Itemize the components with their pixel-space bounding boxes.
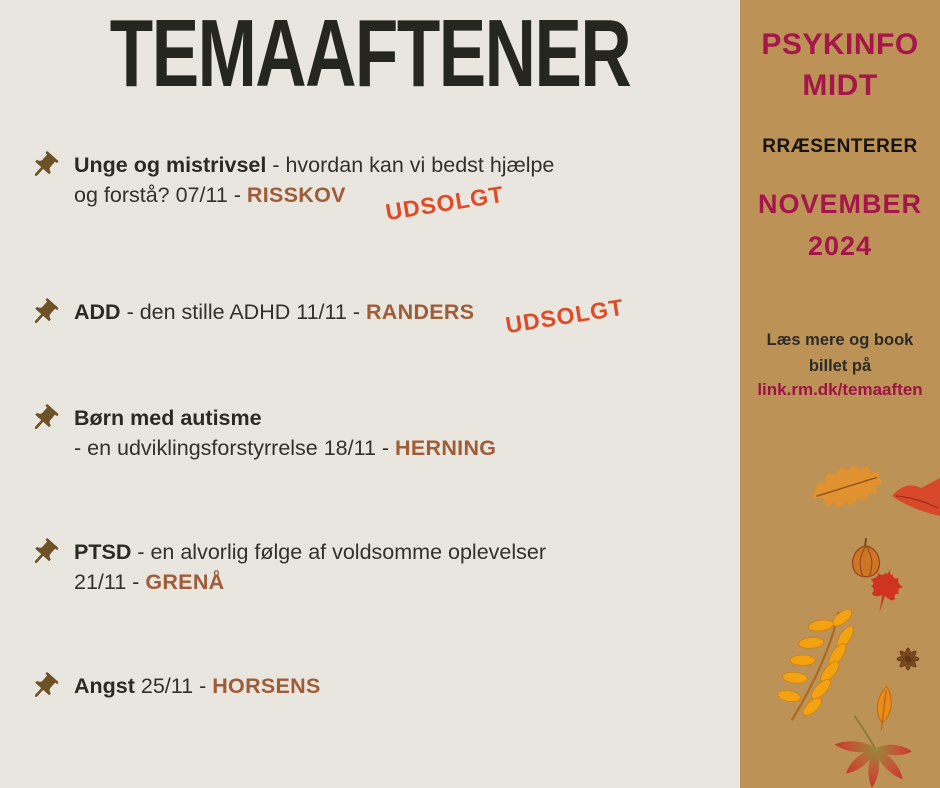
event-line: Angst 25/11 - HORSENS: [74, 674, 321, 698]
event-line: Unge og mistrivsel - hvordan kan vi bedst hjælpe: [74, 153, 555, 177]
event-line: 21/11 - GRENÅ: [74, 570, 225, 594]
pushpin-icon: [28, 297, 60, 329]
pushpin-icon: [28, 150, 60, 182]
pushpin-icon: [28, 671, 60, 703]
red-leaf-fragment: [892, 478, 940, 516]
creeper-leaf: [830, 714, 926, 788]
sidebar: [740, 0, 940, 788]
event-line: ADD - den stille ADHD 11/11 - RANDERS: [74, 300, 475, 324]
soldout-badge: UDSOLGT: [383, 180, 506, 226]
event-city: RISSKOV: [246, 183, 346, 207]
event-line: Børn med autisme: [74, 406, 262, 430]
event-add: [28, 293, 718, 339]
rowan-leaf: [776, 610, 864, 726]
cta-text: Læs mere og book billet på: [766, 331, 914, 375]
presents-label: RRÆSENTERER: [762, 136, 918, 157]
pushpin-icon: [28, 537, 60, 569]
pushpin-icon: [28, 403, 60, 435]
event-city: HERNING: [395, 436, 497, 460]
soldout-badge: UDSOLGT: [503, 293, 626, 339]
event-city: HORSENS: [212, 674, 321, 698]
page-title: TEMAAFTENER: [109, 0, 631, 107]
event-ptsd: [28, 537, 718, 597]
event-city: GRENÅ: [145, 570, 225, 594]
event-line: og forstå? 07/11 - RISSKOV: [74, 183, 346, 207]
event-line: PTSD - en alvorlig følge af voldsomme oplevelser: [74, 540, 546, 564]
event-unge-og-mistrivsel: [28, 150, 718, 226]
month-label: NOVEMBER 2024: [757, 189, 922, 261]
brand-title: PSYKINFO MIDT: [761, 28, 919, 102]
booking-link[interactable]: link.rm.dk/temaaften: [757, 380, 923, 399]
event-boern-med-autisme: [28, 403, 718, 463]
event-angst: [28, 671, 718, 701]
star-anise: [890, 644, 926, 674]
event-city: RANDERS: [365, 300, 475, 324]
event-line: - en udviklingsforstyrrelse 18/11 - HERNING: [74, 436, 497, 460]
oak-leaf: [804, 450, 892, 523]
